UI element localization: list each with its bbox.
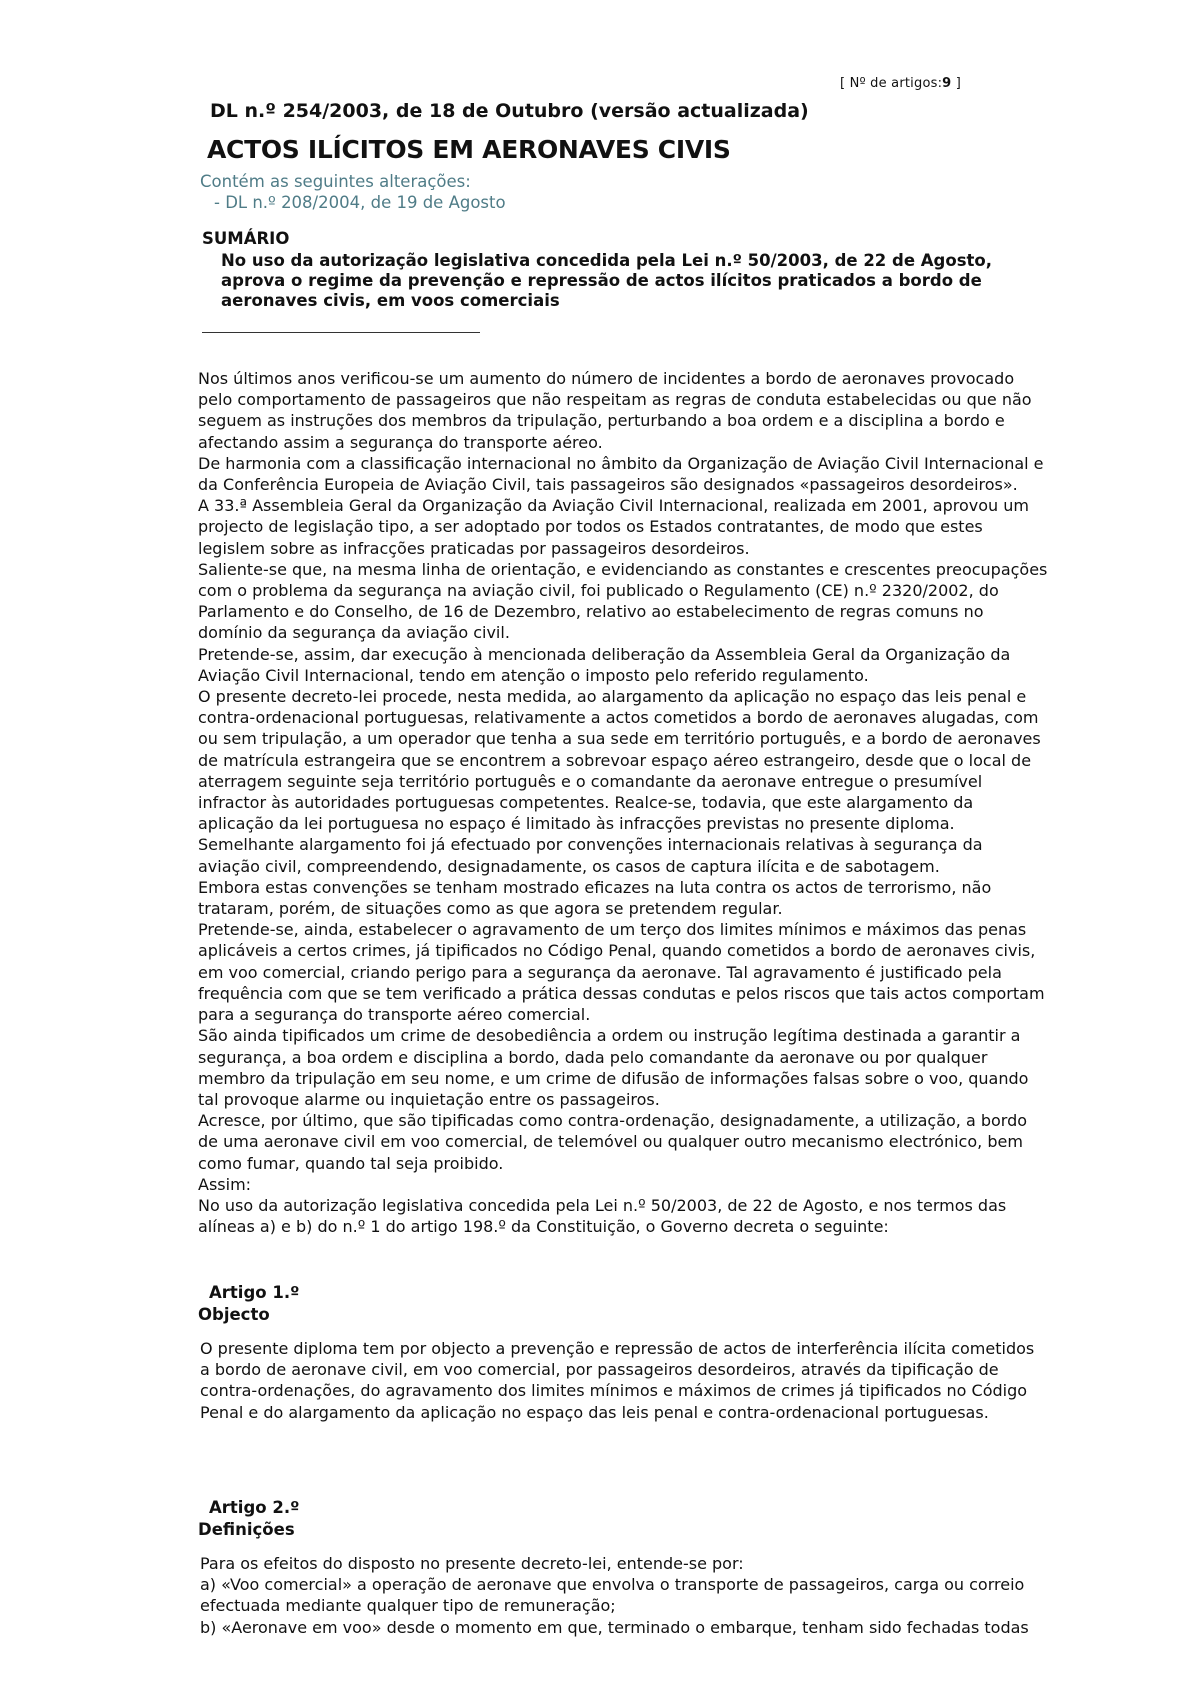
article-2-paragraph: Para os efeitos do disposto no presente decreto-lei, entende-se por: [200, 1554, 744, 1573]
preamble-paragraph: No uso da autorização legislativa concedida pela Lei n.º 50/2003, de 22 de Agosto, e nos termos das alíneas a) e b) do n.º 1 do artigo 198.º da Constituição, o Governo decreta o seguinte: [198, 1195, 1007, 1237]
preamble-paragraph: Saliente-se que, na mesma linha de orientação, e evidenciando as constantes e crescentes preocupações com o problema da segurança na aviação civil, foi publicado o Regulamento (CE) n.º 2320/2002, do Parlamento e do Conselho, de 16 de Dezembro, relativo ao estabelecimento de regras comuns no domínio da segurança da aviação civil. [198, 559, 1048, 643]
document-reference: DL n.º 254/2003, de 18 de Outubro (versão actualizada) [210, 100, 809, 122]
article-count-close: ] [955, 76, 962, 91]
alteration-link[interactable]: - DL n.º 208/2004, de 19 de Agosto [214, 193, 506, 212]
preamble-paragraph: De harmonia com a classificação internacional no âmbito da Organização de Aviação Civil Internacional e da Conferência Europeia de Aviação Civil, tais passageiros são designados «passageiros desordeiros». [198, 453, 1044, 495]
article-count-label: [ Nº de artigos: [840, 76, 943, 91]
article-count [840, 76, 961, 91]
article-2-paragraph: a) «Voo comercial» a operação de aeronave que envolva o transporte de passageiros, carga ou correio efectuada mediante qualquer tipo de remuneração; [200, 1575, 1025, 1616]
preamble [198, 368, 1048, 1237]
preamble-paragraph: Pretende-se, assim, dar execução à mencionada deliberação da Assembleia Geral da Organização da Aviação Civil Internacional, tendo em atenção o imposto pelo referido regulamento. [198, 644, 1011, 685]
preamble-paragraph: O presente decreto-lei procede, nesta medida, ao alargamento da aplicação no espaço das leis penal e contra-ordenacional portuguesas, relativamente a actos cometidos a bordo de aeronaves alugadas, com ou sem tripulação, a um operador que tenha a sua sede em território português, e a bordo de aeronaves de matrícula estrangeira que se encontrem a sobrevoar espaço aéreo estrangeiro, desde que o local de aterragem seguinte seja território português e o comandante da aeronave entregue o presumível infractor às autoridades portuguesas competentes. Realce-se, todavia, que este alargamento da aplicação da lei portuguesa no espaço é limitado às infracções previstas no presente diploma. [198, 687, 1041, 834]
preamble-paragraph: A 33.ª Assembleia Geral da Organização da Aviação Civil Internacional, realizada em 2001, aprovou um projecto de legislação tipo, a ser adoptado por todos os Estados contratantes, de modo que estes legislem sobre as infracções praticadas por passageiros desordeiros. [198, 496, 1029, 558]
article-1-title: Objecto [198, 1305, 270, 1324]
preamble-paragraph: Pretende-se, ainda, estabelecer o agravamento de um terço dos limites mínimos e máximos das penas aplicáveis a certos crimes, já tipificados no Código Penal, quando cometidos a bordo de aeronaves civis, em voo comercial, criando perigo para a segurança da aeronave. Tal agravamento é justificado pela frequência com que se tem verificado a prática dessas condutas e pelos riscos que tais actos comportam para a segurança do transporte aéreo comercial. [198, 920, 1045, 1025]
preamble-paragraph: Assim: [198, 1174, 252, 1194]
preamble-paragraph: Acresce, por último, que são tipificadas como contra-ordenação, designadamente, a utilização, a bordo de uma aeronave civil em voo comercial, de telemóvel ou qualquer outro mecanismo electrónico, bem como fumar, quando tal seja proibido. [198, 1111, 1028, 1173]
article-2-body [200, 1553, 1045, 1638]
article-2-number: Artigo 2.º [209, 1498, 300, 1517]
alterations-heading: Contém as seguintes alterações: [200, 172, 471, 191]
article-1-body [200, 1338, 1040, 1423]
preamble-paragraph: Nos últimos anos verificou-se um aumento do número de incidentes a bordo de aeronaves provocado pelo comportamento de passageiros que não respeitam as regras de conduta estabelecidas ou que não seguem as instruções dos membros da tripulação, perturbando a boa ordem e a disciplina a bordo e afectando assim a segurança do transporte aéreo. [198, 369, 1032, 452]
article-count-value: 9 [942, 76, 952, 91]
document-title: ACTOS ILÍCITOS EM AERONAVES CIVIS [207, 135, 731, 164]
preamble-paragraph: Embora estas convenções se tenham mostrado eficazes na luta contra os actos de terrorismo, não trataram, porém, de situações como as que agora se pretendem regular. [198, 877, 992, 919]
preamble-paragraph: Semelhante alargamento foi já efectuado por convenções internacionais relativas à segurança da aviação civil, compreendendo, designadamente, os casos de captura ilícita e de sabotagem. [198, 835, 983, 876]
summary-label: SUMÁRIO [202, 229, 290, 248]
article-1-number: Artigo 1.º [209, 1283, 300, 1302]
preamble-paragraph: São ainda tipificados um crime de desobediência a ordem ou instrução legítima destinada a garantir a segurança, a boa ordem e disciplina a bordo, dada pelo comandante da aeronave ou por qualquer membro da tripulação em seu nome, e um crime de difusão de informações falsas sobre o voo, quando tal provoque alarme ou inquietação entre os passageiros. [198, 1026, 1029, 1109]
article-1-paragraph: O presente diploma tem por objecto a prevenção e repressão de actos de interferência ilícita cometidos a bordo de aeronave civil, em voo comercial, por passageiros desordeiros, através da tipificação de contra-ordenações, do agravamento dos limites mínimos e máximos de crimes já tipificados no Código Penal e do alargamento da aplicação no espaço das leis penal e contra-ordenacional portuguesas. [200, 1339, 1035, 1422]
article-2-paragraph: b) «Aeronave em voo» desde o momento em que, terminado o embarque, tenham sido fechadas todas [200, 1617, 1029, 1637]
summary-text: No uso da autorização legislativa concedida pela Lei n.º 50/2003, de 22 de Agosto, aprova o regime da prevenção e repressão de actos ilícitos praticados a bordo de aeronaves civis, em voos comerciais [221, 251, 993, 310]
divider [202, 332, 480, 333]
article-2-title: Definições [198, 1520, 295, 1539]
